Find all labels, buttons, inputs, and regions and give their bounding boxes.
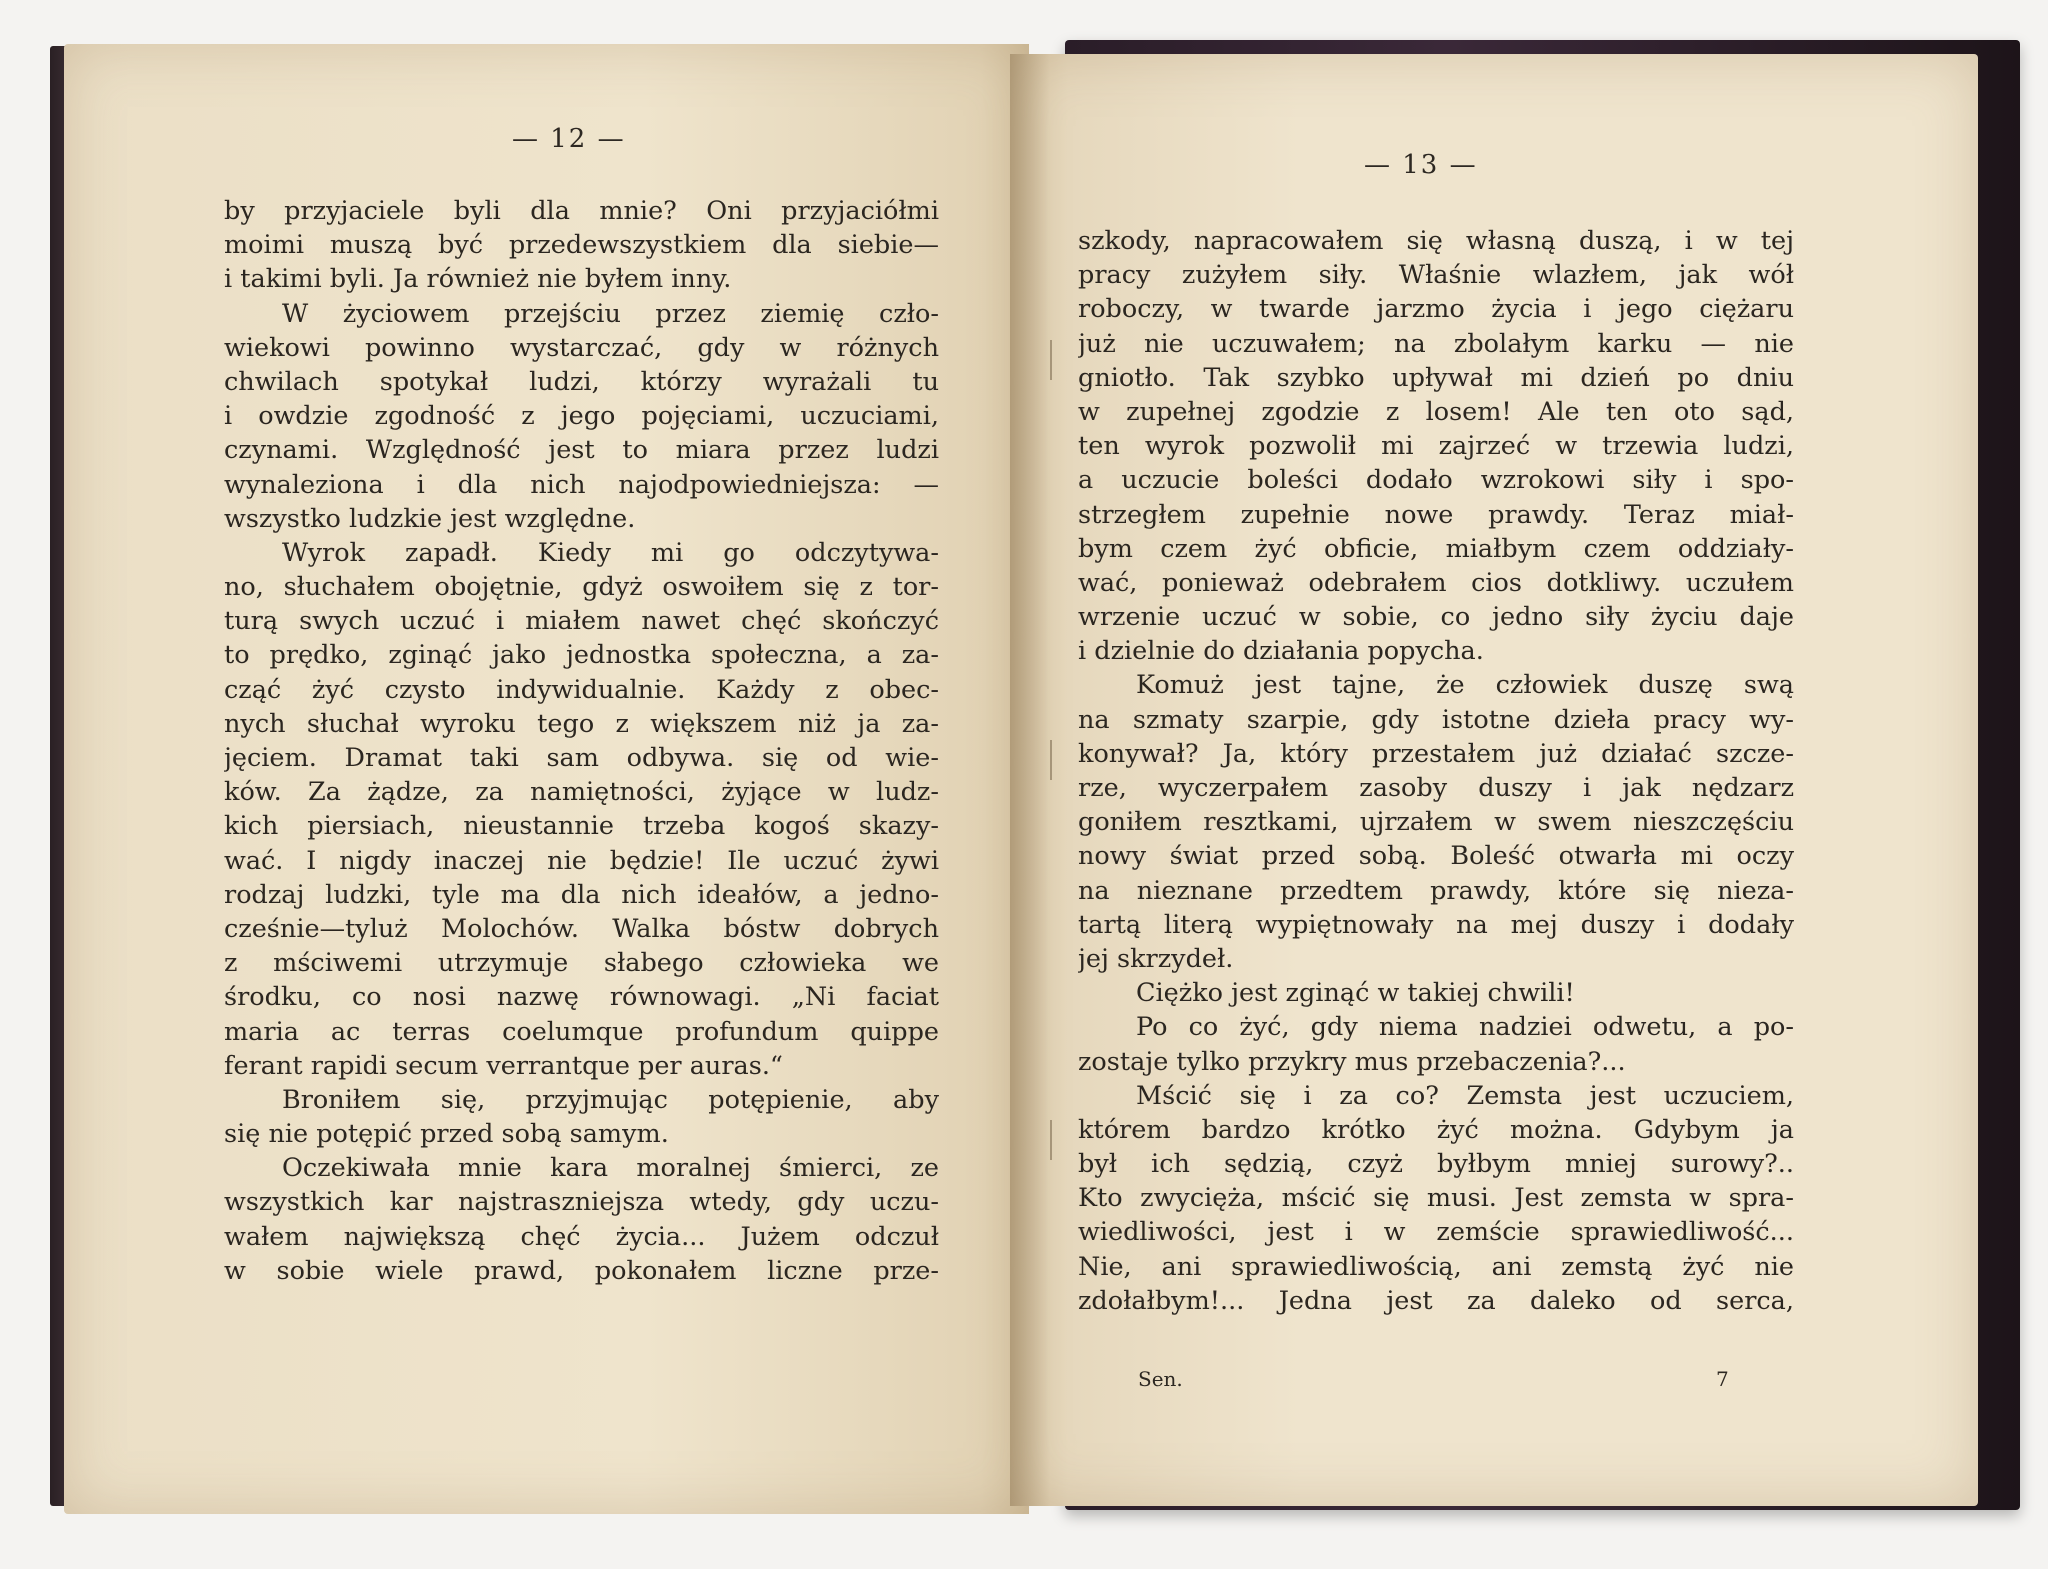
text-line: Po co żyć, gdy niema nadziei odwetu, a po- bbox=[1136, 1012, 1794, 1043]
left-page bbox=[64, 44, 1029, 1514]
text-line: kich piersiach, nieustannie trzeba kogoś skazy- bbox=[224, 811, 939, 842]
text-line: się nie potępić przed sobą samym. bbox=[224, 1119, 669, 1150]
text-line: którem bardzo krótko żyć można. Gdybym ja bbox=[1078, 1114, 1794, 1145]
text-line: cząć żyć czysto indywidualnie. Każdy z obec- bbox=[224, 674, 939, 705]
text-line: i owdzie zgodność z jego pojęciami, uczuciami, bbox=[224, 401, 939, 432]
text-line: na nieznane przedtem prawdy, które się nieza- bbox=[1078, 875, 1794, 906]
book-gutter bbox=[1010, 54, 1050, 1506]
text-line: szkody, napracowałem się własną duszą, i w tej bbox=[1078, 226, 1794, 256]
text-line: wiedliwości, jest i w zemście sprawiedliwość... bbox=[1078, 1217, 1794, 1248]
text-line: Mścić się i za co? Zemsta jest uczuciem, bbox=[1136, 1080, 1794, 1111]
text-line: Kto zwycięża, mścić się musi. Jest zemsta w spra- bbox=[1078, 1183, 1794, 1214]
text-line: by przyjaciele byli dla mnie? Oni przyjaciółmi bbox=[224, 196, 939, 226]
text-line: Ciężko jest zginąć w takiej chwili! bbox=[1136, 978, 1575, 1009]
text-line: Komuż jest tajne, że człowiek duszę swą bbox=[1136, 670, 1794, 701]
open-book bbox=[50, 40, 2020, 1520]
text-line: Broniłem się, przyjmując potępienie, aby bbox=[282, 1084, 939, 1115]
text-line: moimi muszą być przedewszystkiem dla siebie— bbox=[224, 230, 939, 261]
text-line: wiekowi powinno wystarczać, gdy w różnych bbox=[224, 332, 939, 363]
text-line: wałem największą chęć życia... Jużem odczuł bbox=[224, 1221, 939, 1252]
text-line: i dzielnie do działania popycha. bbox=[1078, 636, 1484, 667]
text-line: ferant rapidi secum verrantque per auras.“ bbox=[224, 1050, 783, 1081]
text-line: na szmaty szarpie, gdy istotne dzieła pracy wy- bbox=[1078, 704, 1794, 735]
text-line: i takimi byli. Ja również nie byłem inny. bbox=[224, 264, 732, 295]
page-number-left: — 12 — bbox=[512, 124, 626, 154]
text-line: konywał? Ja, który przestałem już działać szcze- bbox=[1078, 738, 1794, 769]
text-line: W życiowem przejściu przez ziemię czło- bbox=[282, 298, 939, 329]
text-line: cześnie—tyluż Molochów. Walka bóstw dobrych bbox=[224, 913, 939, 944]
binding-stitch-bottom bbox=[1050, 1120, 1052, 1160]
text-line: jej skrzydeł. bbox=[1078, 943, 1234, 974]
text-line: w zupełnej zgodzie z losem! Ale ten oto sąd, bbox=[1078, 396, 1794, 427]
right-page bbox=[1010, 54, 1978, 1506]
text-line: Wyrok zapadł. Kiedy mi go odczytywa- bbox=[282, 537, 939, 568]
text-line: Nie, ani sprawiedliwością, ani zemstą żyć nie bbox=[1078, 1251, 1794, 1282]
text-line: już nie uczuwałem; na zbolałym karku — nie bbox=[1078, 328, 1794, 359]
text-line: strzegłem zupełnie nowe prawdy. Teraz miał- bbox=[1078, 499, 1794, 530]
signature-mark-label: Sen. bbox=[1138, 1367, 1183, 1391]
text-line: bym czem żyć obficie, miałbym czem oddziały- bbox=[1078, 533, 1794, 564]
text-line: z mściwemi utrzymuje słabego człowieka we bbox=[224, 948, 939, 979]
text-line: wać. I nigdy inaczej nie będzie! Ile uczuć żywi bbox=[224, 845, 939, 876]
text-line: w sobie wiele prawd, pokonałem liczne prze- bbox=[224, 1255, 939, 1286]
text-line: wrzenie uczuć w sobie, co jedno siły życiu daje bbox=[1078, 602, 1794, 633]
binding-stitch-middle bbox=[1050, 740, 1052, 780]
text-line: pracy zużyłem siły. Właśnie wlazłem, jak wół bbox=[1078, 260, 1794, 291]
text-line: zdołałbym!... Jedna jest za daleko od serca, bbox=[1078, 1285, 1794, 1316]
text-line: roboczy, w twarde jarzmo życia i jego ciężaru bbox=[1078, 294, 1794, 325]
text-line: czynami. Względność jest to miara przez ludzi bbox=[224, 435, 939, 466]
text-line: środku, co nosi nazwę równowagi. „Ni faciat bbox=[224, 982, 939, 1013]
signature-mark-number: 7 bbox=[1716, 1367, 1729, 1391]
text-line: goniłem resztkami, ujrzałem w swem nieszczęściu bbox=[1078, 807, 1794, 838]
left-page-text bbox=[224, 194, 939, 1288]
text-line: turą swych uczuć i miałem nawet chęć skończyć bbox=[224, 606, 939, 637]
text-line: maria ac terras coelumque profundum quippe bbox=[224, 1016, 939, 1047]
text-line: wać, ponieważ odebrałem cios dotkliwy. uczułem bbox=[1078, 567, 1794, 598]
text-line: to prędko, zginąć jako jednostka społeczna, a za- bbox=[224, 640, 939, 671]
text-line: zostaje tylko przykry mus przebaczenia?... bbox=[1078, 1046, 1626, 1077]
text-line: rodzaj ludzki, tyle ma dla nich ideałów, a jedno- bbox=[224, 879, 939, 910]
text-line: ków. Za żądze, za namiętności, żyjące w ludz- bbox=[224, 777, 939, 808]
text-line: no, słuchałem obojętnie, gdyż oswoiłem się z tor- bbox=[224, 572, 939, 603]
binding-stitch-top bbox=[1050, 340, 1052, 380]
text-line: Oczekiwała mnie kara moralnej śmierci, ze bbox=[282, 1153, 939, 1184]
text-line: a uczucie boleści dodało wzrokowi siły i spo- bbox=[1078, 465, 1794, 496]
text-line: chwilach spotykał ludzi, którzy wyrażali tu bbox=[224, 366, 939, 397]
text-line: nych słuchał wyroku tego z większem niż ja za- bbox=[224, 708, 939, 739]
text-line: był ich sędzią, czyż byłbym mniej surowy?.. bbox=[1078, 1149, 1794, 1180]
right-page-text bbox=[1078, 224, 1794, 1318]
text-line: nowy świat przed sobą. Boleść otwarła mi oczy bbox=[1078, 841, 1794, 872]
page-number-right: — 13 — bbox=[1364, 150, 1478, 180]
text-line: gniotło. Tak szybko upływał mi dzień po dniu bbox=[1078, 362, 1794, 393]
text-line: ten wyrok pozwolił mi zajrzeć w trzewia ludzi, bbox=[1078, 431, 1794, 462]
text-line: wszystko ludzkie jest względne. bbox=[224, 503, 636, 534]
text-line: wszystkich kar najstraszniejsza wtedy, gdy uczu- bbox=[224, 1187, 939, 1218]
text-line: jęciem. Dramat taki sam odbywa. się od wie- bbox=[224, 743, 939, 773]
text-line: rze, wyczerpałem zasoby duszy i jak nędzarz bbox=[1078, 773, 1794, 803]
text-line: wynaleziona i dla nich najodpowiedniejsza: — bbox=[224, 469, 939, 500]
text-line: tartą literą wypiętnowały na mej duszy i dodały bbox=[1078, 909, 1794, 940]
